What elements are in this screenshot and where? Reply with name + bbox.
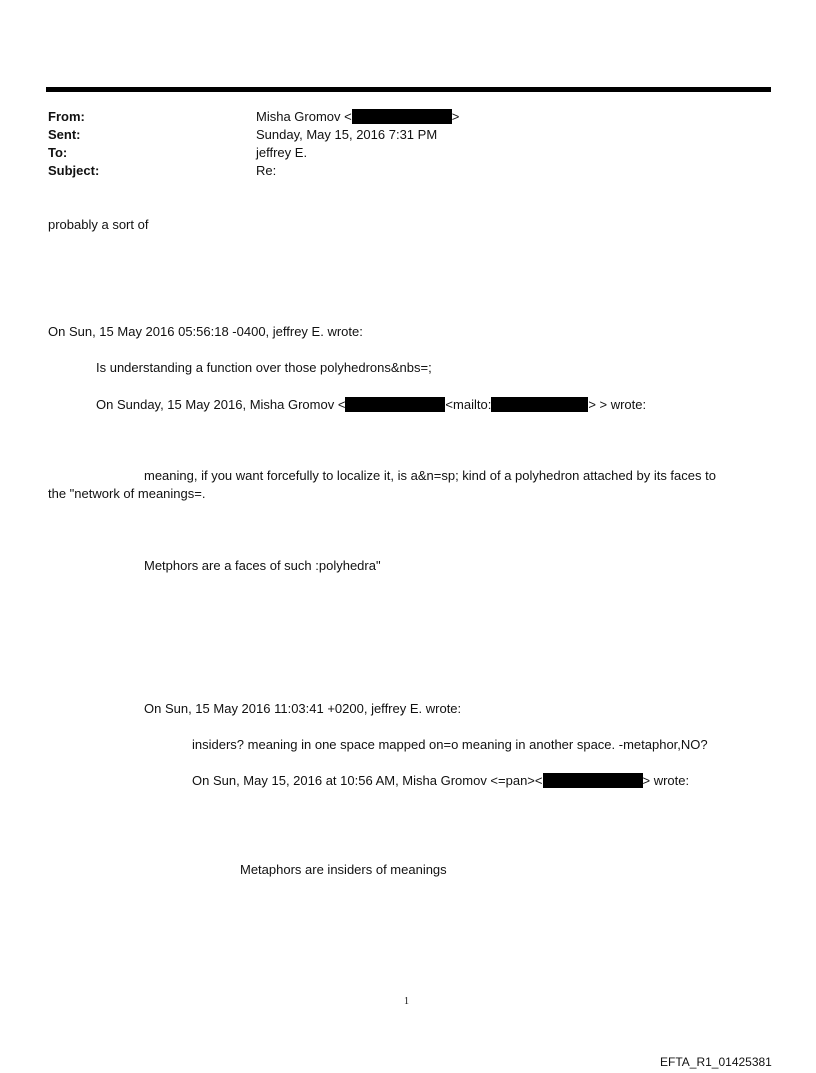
to-label: To:: [48, 145, 68, 160]
redaction-box: [543, 773, 643, 788]
from-label: From:: [48, 109, 85, 124]
sent-value: Sunday, May 15, 2016 7:31 PM: [256, 127, 438, 142]
reply-text: probably a sort of: [48, 217, 149, 232]
redaction-box: [352, 109, 452, 124]
footer-document-id: EFTA_R1_01425381: [660, 1055, 772, 1069]
subject-value: Re:: [256, 163, 277, 178]
from-value: [256, 109, 459, 124]
quote4-header-suffix: > wrote:: [642, 773, 690, 788]
quote1-header: On Sun, 15 May 2016 05:56:18 -0400, jeffrey E. wrote:: [48, 324, 363, 339]
quote3-text: insiders? meaning in one space mapped on=o meaning in another space. -metaphor,NO?: [192, 737, 708, 752]
quote2-mailto: <mailto:: [445, 397, 492, 412]
quote2-header-suffix: > > wrote:: [588, 397, 647, 412]
redaction-box: [345, 397, 445, 412]
from-name: Misha Gromov <: [256, 109, 352, 124]
quote3-header: On Sun, 15 May 2016 11:03:41 +0200, jeffrey E. wrote:: [144, 701, 462, 716]
meaning-line-1: meaning, if you want forcefully to localize it, is a&n=sp; kind of a polyhedron attached by its faces to: [144, 468, 716, 483]
to-value: jeffrey E.: [256, 145, 308, 160]
subject-label: Subject:: [48, 163, 100, 178]
redaction-box: [491, 397, 588, 412]
sent-label: Sent:: [48, 127, 81, 142]
meaning-line-2: the "network of meanings=.: [48, 486, 206, 501]
header-rule: [46, 87, 771, 92]
quote2-header-prefix: On Sunday, 15 May 2016, Misha Gromov <: [96, 397, 346, 412]
page-number: 1: [404, 996, 409, 1007]
metaphors-faces-text: Metphors are a faces of such :polyhedra": [144, 558, 381, 573]
metaphors-insiders-text: Metaphors are insiders of meanings: [240, 862, 447, 877]
quote1-text: Is understanding a function over those polyhedrons&nbs=;: [96, 360, 432, 375]
quote2-header: [96, 397, 646, 412]
quote4-header: [192, 773, 689, 788]
quote4-header-prefix: On Sun, May 15, 2016 at 10:56 AM, Misha Gromov <=pan><: [192, 773, 543, 788]
from-close: >: [451, 109, 460, 124]
